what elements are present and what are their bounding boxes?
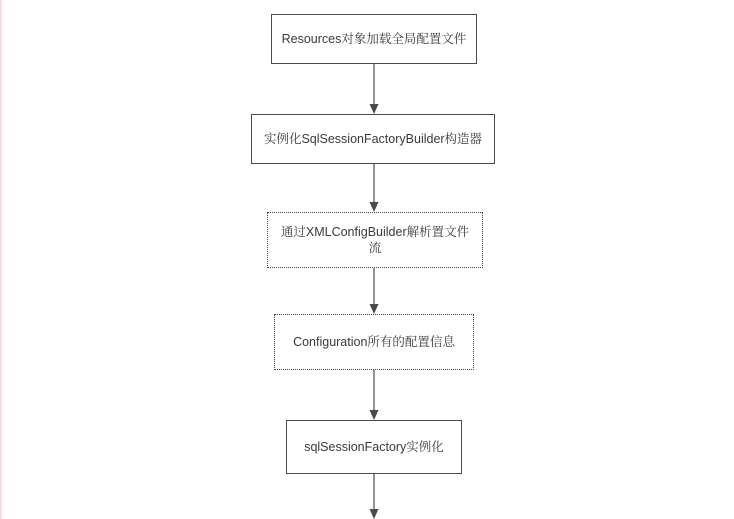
flow-node-label: sqlSessionFactory实例化 — [304, 439, 444, 454]
flow-node-label: Resources对象加载全局配置文件 — [281, 31, 467, 46]
flow-node-label: Configuration所有的配置信息 — [293, 334, 455, 349]
flow-node-xmlconfigbuilder-parse[interactable] — [267, 212, 483, 268]
connector-arrow-2 — [364, 164, 384, 212]
left-edge-rule — [0, 0, 2, 519]
connector-arrow-4 — [364, 370, 384, 420]
flow-node-label: 通过XMLConfigBuilder解析置文件流 — [280, 224, 470, 255]
connector-arrow-3 — [364, 268, 384, 314]
flow-node-configuration[interactable] — [274, 314, 474, 370]
flow-node-sqlsessionfactory-instance[interactable] — [286, 420, 462, 474]
flow-node-label: 实例化SqlSessionFactoryBuilder构造器 — [263, 131, 483, 146]
connector-arrow-1 — [364, 64, 384, 114]
connector-arrow-5 — [364, 474, 384, 519]
flow-node-sqlsessionfactorybuilder[interactable] — [251, 114, 495, 164]
flow-node-resources-load-config[interactable] — [271, 14, 477, 64]
